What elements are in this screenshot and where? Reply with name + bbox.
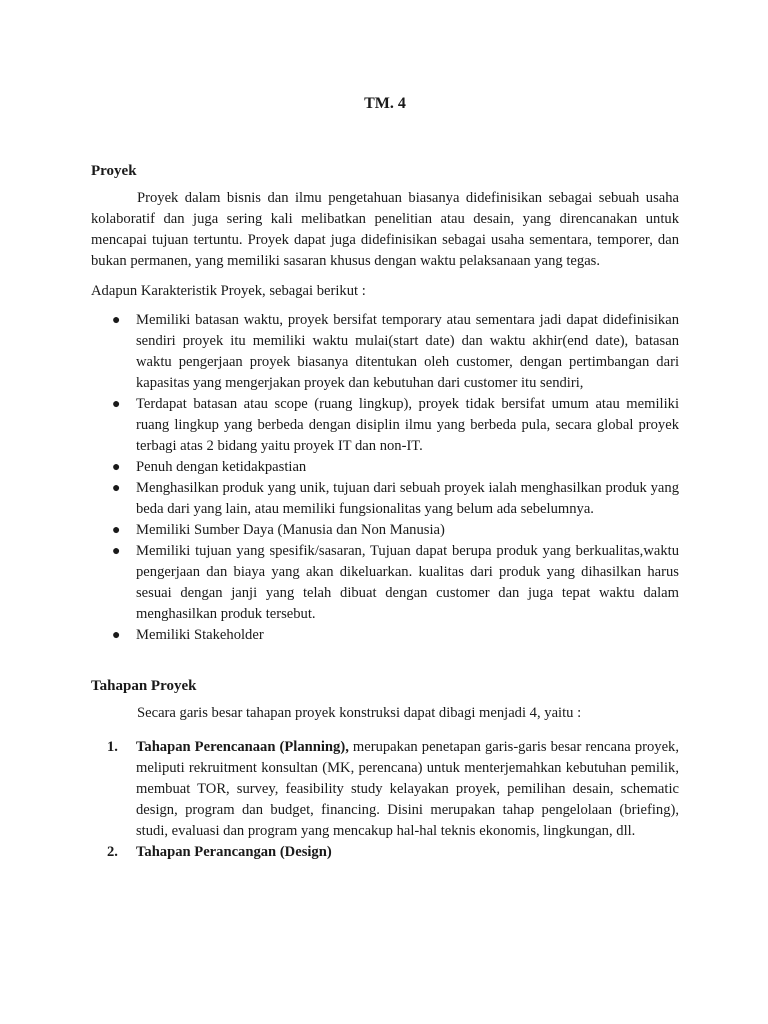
list-item: [91, 625, 679, 646]
list-item: [91, 541, 679, 625]
list-item-text: Memiliki Sumber Daya (Manusia dan Non Manusia): [136, 522, 445, 538]
section-heading-proyek: Proyek: [91, 163, 137, 179]
list-item-text: Memiliki Stakeholder: [136, 627, 264, 643]
list-item-text: Memiliki tujuan yang spesifik/sasaran, Tujuan dapat berupa produk yang berkualitas,waktu pengerjaan dan biaya yang akan dikeluarkan. kualitas dari produk yang dihasilkan harus sesuai dengan janji yang telah dibuat dengan customer dan juga tepat waktu dalam menghasilkan produk tersebut.: [136, 543, 679, 622]
step-text: merupakan penetapan garis-garis besar rencana proyek, meliputi rekruitment konsultan (MK, perencana) untuk menterjemahkan kebutuhan pemilik, membuat TOR, survey, feasibility study kelayakan proyek, pemilihan desain, schematic design, program dan budget, financing. Disini merupakan tahap pengelolaan (briefing), studi, evaluasi dan program yang mencakup hal-hal teknis ekonomis, lingkungan, dll.: [136, 739, 679, 839]
bullet-icon: ●: [112, 544, 121, 559]
tahapan-list: [91, 737, 679, 863]
characteristics-intro: Adapun Karakteristik Proyek, sebagai berikut :: [91, 283, 366, 299]
tahapan-intro-paragraph: Secara garis besar tahapan proyek konstruksi dapat dibagi menjadi 4, yaitu :: [137, 705, 582, 721]
bullet-icon: ●: [112, 313, 121, 328]
step-number: 1.: [107, 739, 118, 755]
bullet-icon: ●: [112, 460, 121, 475]
bullet-icon: ●: [112, 481, 121, 496]
list-item-text: Memiliki batasan waktu, proyek bersifat temporary atau sementara jadi dapat didefinisikan sendiri proyek itu memiliki waktu mulai(start date) dan waktu akhir(end date), batasan waktu pengerjaan proyek biasanya ditentukan oleh customer, dengan pertimbangan dari kapasitas yang mengerjakan proyek dan kebutuhan dari customer itu sendiri,: [136, 312, 679, 391]
characteristics-list: [91, 310, 679, 646]
list-item: [91, 520, 679, 541]
list-item: [91, 842, 679, 863]
step-title: Tahapan Perencanaan (Planning),: [136, 739, 349, 755]
document-title: TM. 4: [364, 95, 406, 112]
proyek-intro-paragraph: Proyek dalam bisnis dan ilmu pengetahuan biasanya didefinisikan sebagai sebuah usaha kolaboratif dan juga sering kali melibatkan penelitian atau desain, yang direncanakan untuk mencapai tujuan tertuntu. Proyek dapat juga didefinisikan sebagai usaha sementara, temporer, dan bukan permanen, yang memiliki sasaran khusus dengan waktu pelaksanaan yang tegas.: [91, 190, 679, 269]
list-item-text: Menghasilkan produk yang unik, tujuan dari sebuah proyek ialah menghasilkan produk yang beda dari yang lain, atau memiliki fungsionalitas yang belum ada sebelumnya.: [136, 480, 679, 517]
step-number: 2.: [107, 844, 118, 860]
bullet-icon: ●: [112, 523, 121, 538]
bullet-icon: ●: [112, 628, 121, 643]
document-page: [91, 92, 679, 863]
list-item: [91, 478, 679, 520]
list-item: [91, 394, 679, 457]
section-heading-tahapan-proyek: Tahapan Proyek: [91, 678, 197, 694]
bullet-icon: ●: [112, 397, 121, 412]
list-item-text: Penuh dengan ketidakpastian: [136, 459, 307, 475]
list-item: [91, 310, 679, 394]
step-title: Tahapan Perancangan (Design): [136, 844, 332, 860]
list-item: [91, 457, 679, 478]
list-item-text: Terdapat batasan atau scope (ruang lingkup), proyek tidak bersifat umum atau memiliki ruang lingkup yang berbeda dengan disiplin ilmu yang berbeda pula, secara global proyek terbagi atas 2 bidang yaitu proyek IT dan non-IT.: [136, 396, 679, 454]
list-item: [91, 737, 679, 842]
